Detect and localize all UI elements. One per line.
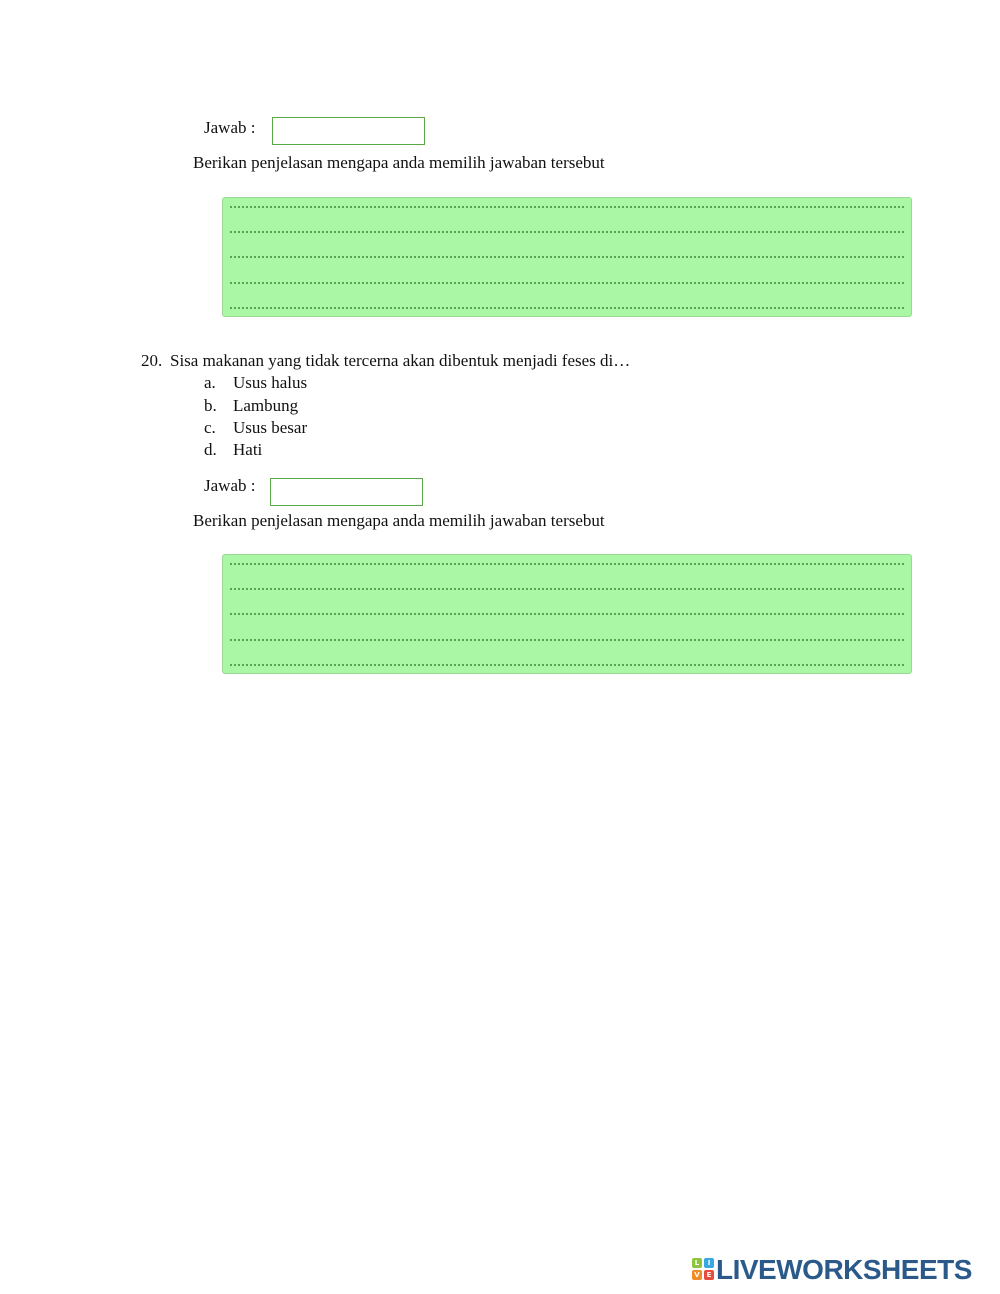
logo-square-i: I — [704, 1258, 714, 1268]
option-letter-a: a. — [204, 373, 216, 392]
option-letter-b: b. — [204, 396, 217, 415]
option-text-d: Hati — [233, 440, 263, 459]
dotted-line — [230, 639, 904, 641]
logo-square-l: L — [692, 1258, 702, 1268]
answer-input-20[interactable] — [270, 478, 423, 506]
dotted-line — [230, 256, 904, 258]
option-letter-d: d. — [204, 440, 217, 459]
dotted-line — [230, 588, 904, 590]
option-text-a: Usus halus — [233, 373, 308, 392]
dotted-line — [230, 206, 904, 208]
dotted-line — [230, 231, 904, 233]
explain-textarea-20[interactable] — [222, 554, 912, 674]
explain-prompt-20: Berikan penjelasan mengapa anda memilih jawaban tersebut — [193, 511, 605, 530]
option-text-c: Usus besar — [233, 418, 308, 437]
answer-input-19[interactable] — [272, 117, 425, 145]
option-letter-c: c. — [204, 418, 216, 437]
question-number-20: 20. — [141, 351, 163, 370]
question-text-20: Sisa makanan yang tidak tercerna akan dibentuk menjadi feses di… — [170, 351, 631, 370]
liveworksheets-logo — [692, 1255, 992, 1285]
dotted-line — [230, 664, 904, 666]
dotted-line — [230, 613, 904, 615]
dotted-line — [230, 307, 904, 309]
logo-text: LIVEWORKSHEETS — [716, 1254, 972, 1285]
dotted-line — [230, 563, 904, 565]
logo-square-v: V — [692, 1270, 702, 1280]
answer-label-19: Jawab : — [204, 118, 256, 137]
option-text-b: Lambung — [233, 396, 299, 415]
logo-squares-icon — [692, 1258, 714, 1280]
answer-label-20: Jawab : — [204, 476, 256, 495]
logo-square-e: E — [704, 1270, 714, 1280]
dotted-line — [230, 282, 904, 284]
explain-textarea-19[interactable] — [222, 197, 912, 317]
explain-prompt-19: Berikan penjelasan mengapa anda memilih jawaban tersebut — [193, 153, 605, 172]
